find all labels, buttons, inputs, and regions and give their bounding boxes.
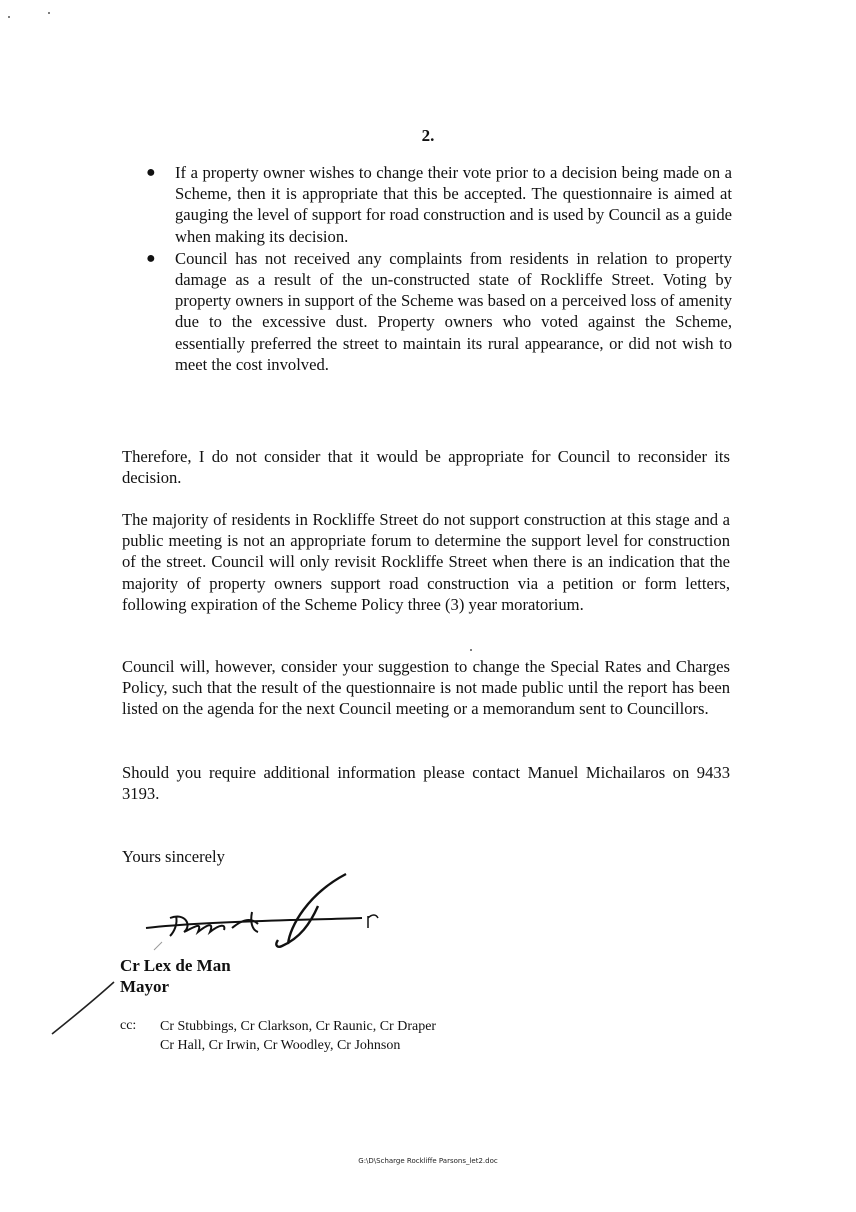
scan-speck [48, 12, 50, 14]
signer-title: Mayor [120, 977, 170, 996]
paragraph-contact: Should you require additional information please contact Manuel Michailaros on 9433 3193. [122, 763, 730, 804]
cc-line: Cr Stubbings, Cr Clarkson, Cr Raunic, Cr Draper [160, 1019, 437, 1034]
bullet-text: Council has not received any complaints from residents in relation to property damage as a result of the un-constructed state of Rockliffe Street. Voting by property owners in support of the Scheme was based on a perceived loss of amenity due to the excessive dust. Property owners who voted against the Scheme, essentially preferred the street to maintain its rural appearance, or did not wish to meet the cost involved. [175, 248, 732, 374]
pen-stroke-icon [48, 978, 118, 1038]
bullet-item [146, 248, 732, 375]
closing-salutation: Yours sincerely [122, 847, 225, 866]
bullet-dot-icon: ● [146, 249, 156, 267]
handwritten-signature-icon [140, 866, 380, 958]
scan-speck [470, 649, 472, 651]
file-path-footer: G:\D\Scharge Rockliffe Parsons_let2.doc [358, 1157, 498, 1165]
signer-name: Cr Lex de Man [120, 956, 231, 975]
cc-label: cc: [120, 1018, 137, 1033]
bullet-text: If a property owner wishes to change their vote prior to a decision being made on a Scheme, then it is appropriate that this be accepted. The questionnaire is aimed at gauging the level of support for road construction and is used by Council as a guide when making its decision. [175, 163, 732, 246]
bullet-list [146, 162, 732, 376]
scan-speck [8, 16, 10, 18]
bullet-dot-icon: ● [146, 164, 156, 181]
bullet-item [146, 162, 732, 247]
paragraph-policy: Council will, however, consider your suggestion to change the Special Rates and Charges Policy, such that the result of the questionnaire is not made public until the report has been listed on the agenda for the next Council meeting or a memorandum sent to Councillors. [122, 657, 730, 719]
paragraph-conclusion: Therefore, I do not consider that it would be appropriate for Council to reconsider its decision. [122, 447, 730, 488]
paragraph-majority: The majority of residents in Rockliffe Street do not support construction at this stage and a public meeting is not an appropriate forum to determine the support level for construction of the street. Council will only revisit Rockliffe Street when there is an indication that the majority of property owners support road construction via a petition or form letters, following expiration of the Scheme Policy three (3) year moratorium. [122, 510, 730, 614]
page-number: 2. [421, 126, 435, 145]
cc-line: Cr Hall, Cr Irwin, Cr Woodley, Cr Johnson [160, 1038, 401, 1053]
cc-list [160, 1017, 436, 1055]
